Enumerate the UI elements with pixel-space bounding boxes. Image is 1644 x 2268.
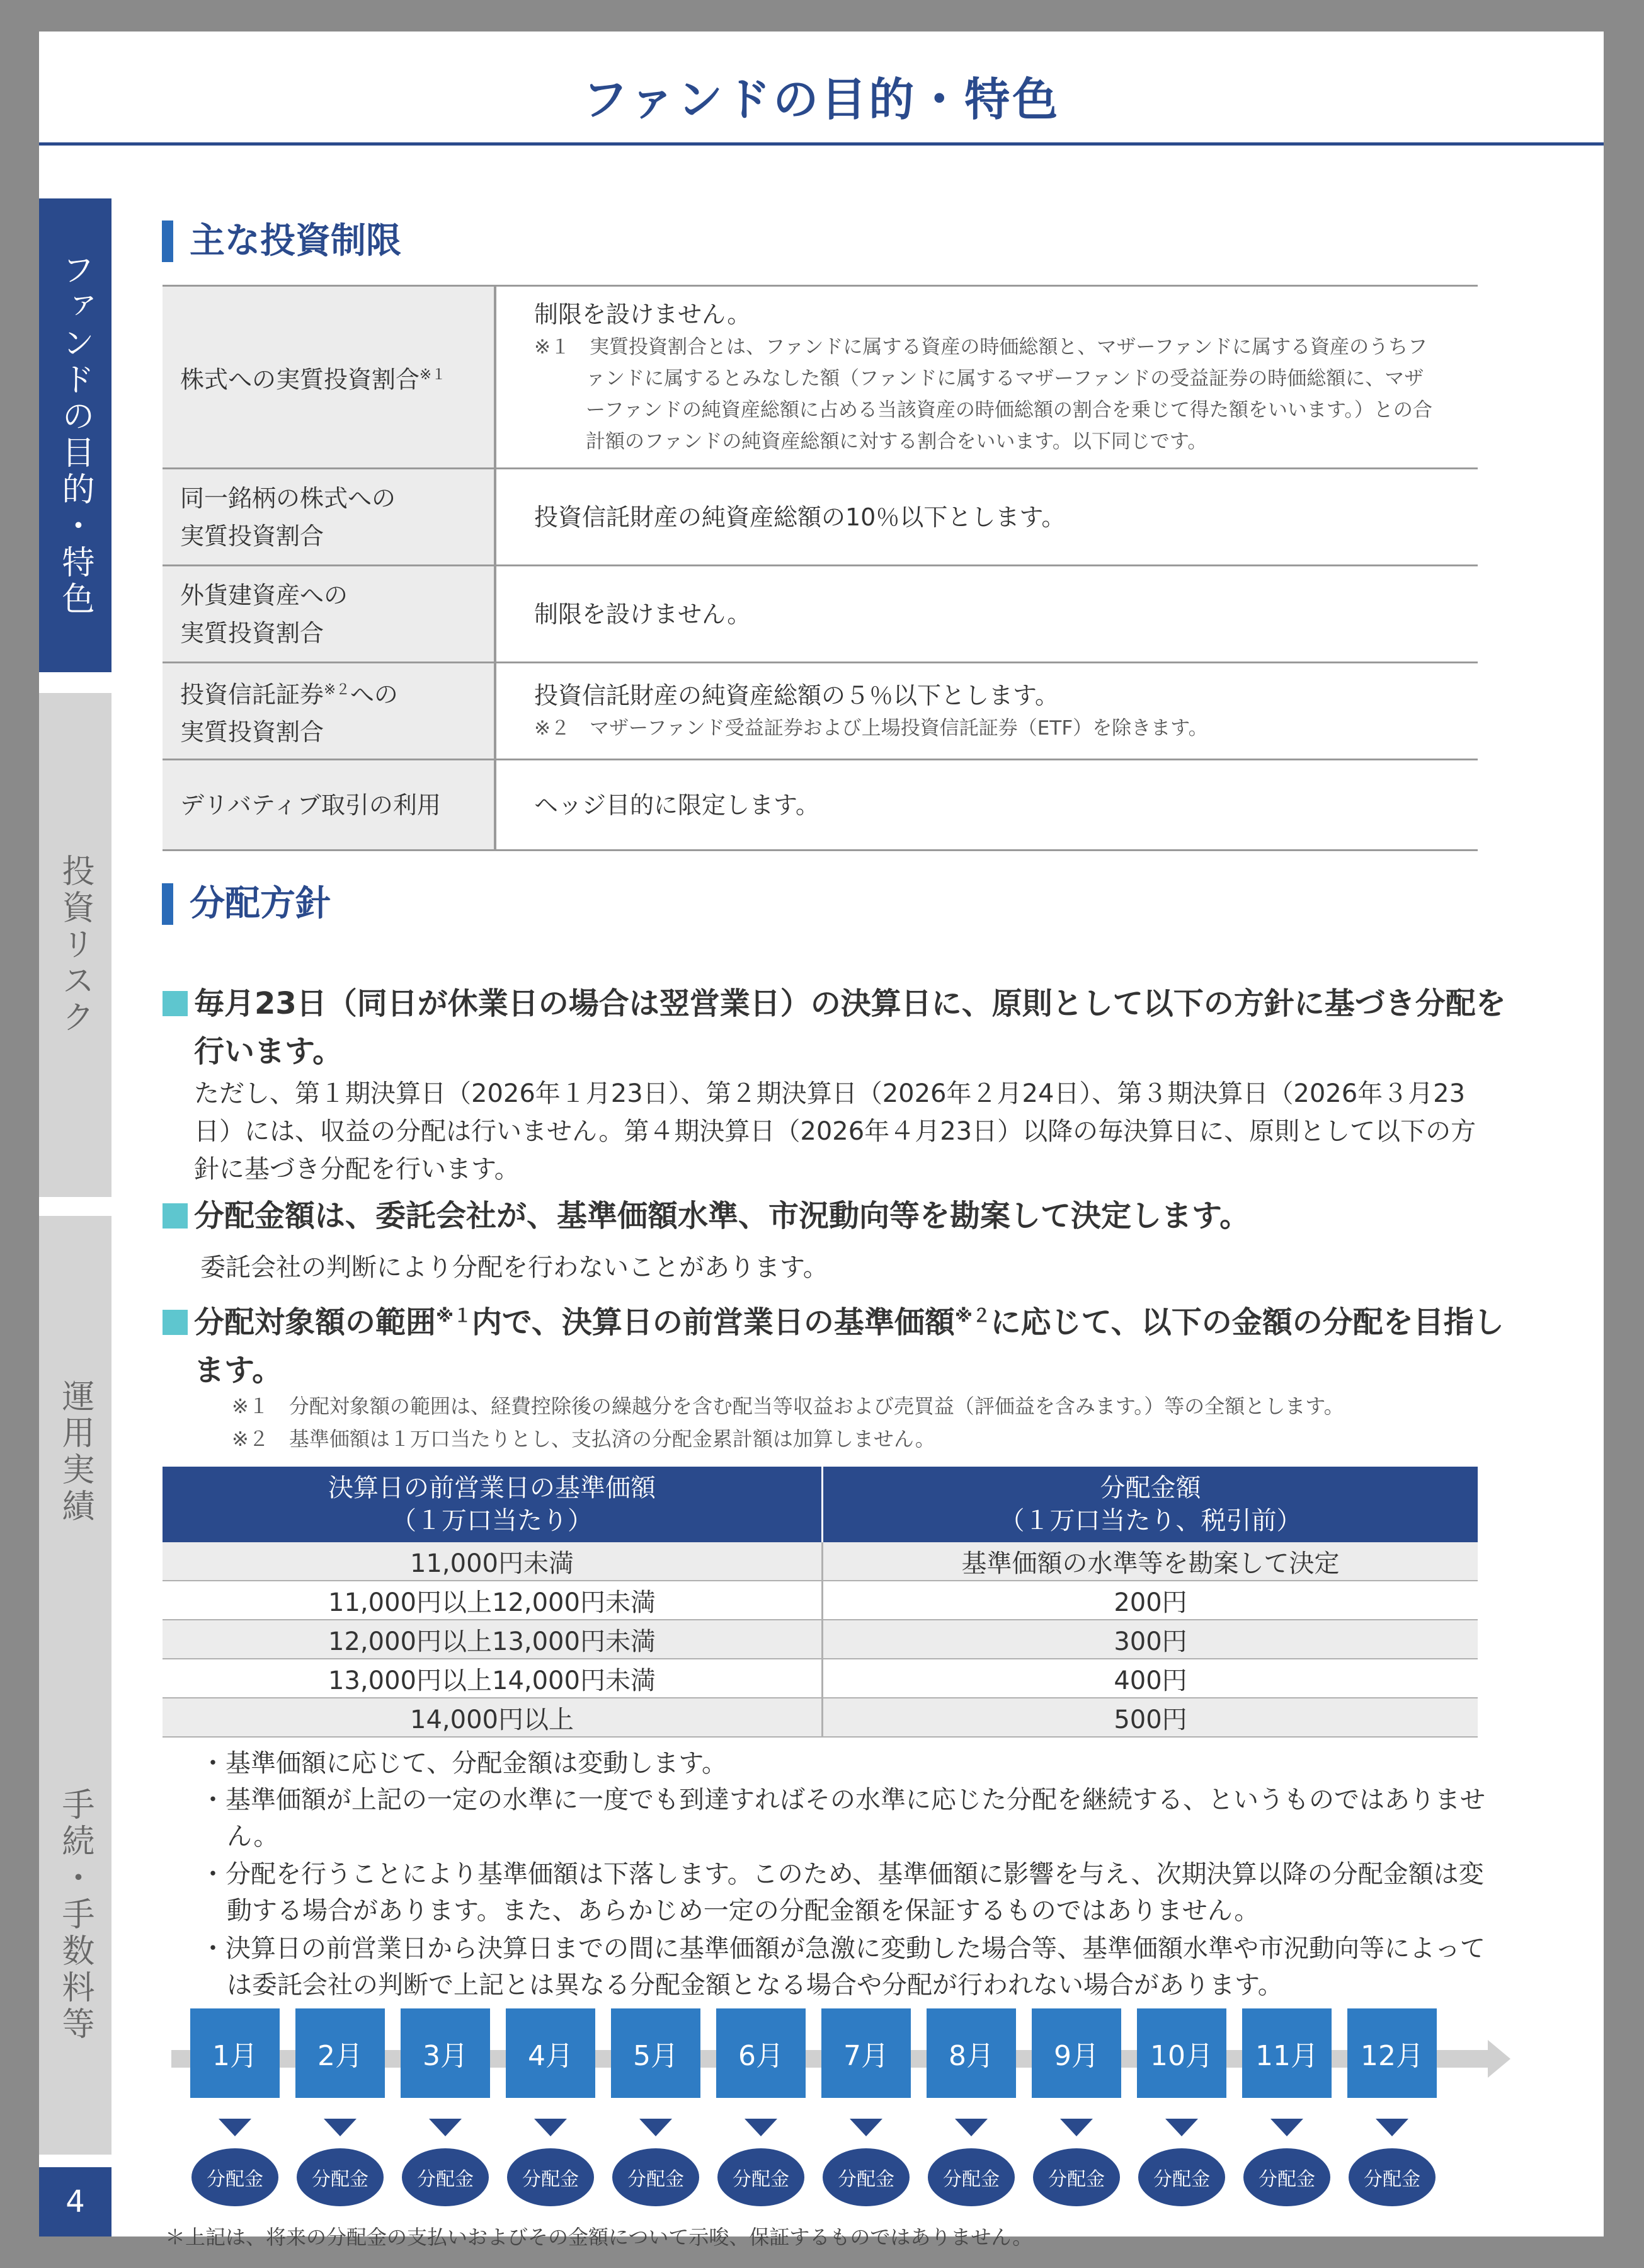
footnote-2: ※２ マザーファンド受益証券および上場投資信託証券（ETF）を除きます。 xyxy=(534,716,1208,740)
square-bullet-icon xyxy=(163,991,188,1016)
footnote-1: ※１ 実質投資割合とは、ファンドに属する資産の時価総額と、マザーファンドに属する資産のうちファンドに属するとみなした額（ファンドに属するマザーファンドの受益証券の時価総額に、マザーファンドの純資産総額に占める当該資産の時価総額の割合を乗じて得た額をいいます。）との合計額のファンドの純資産総額に対する割合をいいます。以下同じです。 xyxy=(534,335,1432,453)
page-title: ファンドの目的・特色 xyxy=(582,73,1061,126)
policy-point-2-detail: 委託会社の判断により分配を行わないことがあります。 xyxy=(200,1253,828,1282)
month-box: 12月 xyxy=(1347,2008,1437,2098)
month-box: 8月 xyxy=(927,2008,1016,2098)
month-box: 7月 xyxy=(821,2008,911,2098)
table-cell: 11,000円未満 xyxy=(163,1542,823,1581)
table-cell: 12,000円以上13,000円未満 xyxy=(163,1620,823,1659)
table-cell: 200円 xyxy=(823,1581,1478,1620)
policy-point-1-detail: ただし、第１期決算日（2026年１月23日）、第２期決算日（2026年２月24日）、第３期決算日（2026年３月23日）には、収益の分配は行いません。第４期決算日（2026年４月23日）以降の毎決算日に、原則として以下の方針に基づき分配を行います。 xyxy=(194,1079,1476,1184)
page-number: 4 xyxy=(39,2167,111,2236)
column-header: 決算日の前営業日の基準価額 （１万口当たり） xyxy=(163,1467,823,1542)
row-key: 外貨建資産への 実質投資割合 xyxy=(163,566,495,663)
row-key: デリバティブ取引の利用 xyxy=(163,760,495,850)
triangle-down-icon xyxy=(1376,2119,1408,2136)
row-key: 株式への実質投資割合$^{※1}$ xyxy=(163,286,495,469)
distribution-table xyxy=(163,1467,1478,1738)
restrictions-table xyxy=(163,285,1478,851)
distribution-badge: 分配金 xyxy=(612,2148,699,2206)
triangle-down-icon xyxy=(219,2119,251,2136)
triangle-down-icon xyxy=(534,2119,567,2136)
distribution-badge: 分配金 xyxy=(1138,2148,1225,2206)
month-box: 9月 xyxy=(1032,2008,1121,2098)
policy-point-1: 毎月23日（同日が休業日の場合は翌営業日）の決算日に、原則として以下の方針に基づき分配を行います。 xyxy=(163,980,1510,1075)
table-row xyxy=(163,1659,1478,1698)
tab-fund-purpose[interactable] xyxy=(39,198,111,672)
month-box: 11月 xyxy=(1242,2008,1332,2098)
month-box: 5月 xyxy=(611,2008,700,2098)
table-row xyxy=(163,469,1478,566)
triangle-down-icon xyxy=(745,2119,777,2136)
policy-note-1: ※１ 分配対象額の範囲は、経費控除後の繰越分を含む配当等収益および売買益（評価益を含みます。）等の全額とします。 xyxy=(232,1394,1344,1418)
policy-heading: 分配方針 xyxy=(162,883,331,925)
triangle-down-icon xyxy=(1270,2119,1303,2136)
note-list-item: ・分配を行うことにより基準価額は下落します。このため、基準価額に影響を与え、次期決算以降の分配金額は変動する場合があります。また、あらかじめ一定の分配金額を保証するものではありません。 xyxy=(200,1860,1484,1925)
row-key: 同一銘柄の株式への 実質投資割合 xyxy=(163,469,495,566)
tab-label: 投資リスク xyxy=(56,854,94,1036)
triangle-down-icon xyxy=(639,2119,672,2136)
distribution-badge: 分配金 xyxy=(823,2148,910,2206)
table-cell: 500円 xyxy=(823,1698,1478,1737)
row-key: 投資信託証券$^{※2}$への 実質投資割合 xyxy=(163,663,495,760)
table-cell: 300円 xyxy=(823,1620,1478,1659)
table-row xyxy=(163,1581,1478,1620)
month-box: 10月 xyxy=(1137,2008,1226,2098)
row-value: 制限を設けません。 ※１ 実質投資割合とは、ファンドに属する資産の時価総額と、マザーファンドに属する資産のうちファンドに属するとみなした額（ファンドに属するマザーファンドの受益証券の時価総額に、マザーファンドの純資産総額に占める当該資産の時価総額の割合を乗じて得た額をいいます。）との合計額のファンドの純資産総額に対する割合をいいます。以下同じです。 xyxy=(495,286,1478,469)
footnote: ＊上記は、将来の分配金の支払いおよびその金額について示唆、保証するものではありません。 xyxy=(165,2225,1033,2249)
distribution-badge: 分配金 xyxy=(402,2148,489,2206)
distribution-badge: 分配金 xyxy=(1033,2148,1120,2206)
month-box: 1月 xyxy=(190,2008,280,2098)
note-list-item: ・基準価額に応じて、分配金額は変動します。 xyxy=(200,1749,727,1778)
table-row xyxy=(163,1620,1478,1659)
row-value: 投資信託財産の純資産総額の５％以下とします。 ※２ マザーファンド受益証券および上場投資信託証券（ETF）を除きます。 xyxy=(495,663,1478,760)
square-bullet-icon xyxy=(163,1310,188,1335)
distribution-badge: 分配金 xyxy=(717,2148,804,2206)
table-cell: 13,000円以上14,000円未満 xyxy=(163,1659,823,1698)
table-row xyxy=(163,760,1478,850)
distribution-badge: 分配金 xyxy=(1243,2148,1330,2206)
column-header: 分配金額 （１万口当たり、税引前） xyxy=(823,1467,1478,1542)
distribution-badge: 分配金 xyxy=(928,2148,1015,2206)
table-row xyxy=(163,566,1478,663)
square-bullet-icon xyxy=(163,1203,188,1228)
distribution-badge: 分配金 xyxy=(1349,2148,1436,2206)
month-box: 4月 xyxy=(506,2008,595,2098)
triangle-down-icon xyxy=(324,2119,357,2136)
triangle-down-icon xyxy=(850,2119,882,2136)
tab-label: 手続・手数料等 xyxy=(56,1787,94,2043)
tab-label: 運用実績 xyxy=(56,1379,94,1525)
month-box: 3月 xyxy=(401,2008,490,2098)
note-list-item: ・基準価額が上記の一定の水準に一度でも到達すればその水準に応じた分配を継続する、というものではありません。 xyxy=(200,1785,1485,1851)
table-cell: 基準価額の水準等を勘案して決定 xyxy=(823,1542,1478,1581)
table-cell: 14,000円以上 xyxy=(163,1698,823,1737)
month-box: 2月 xyxy=(295,2008,385,2098)
table-row xyxy=(163,286,1478,469)
arrow-right-icon xyxy=(1488,2040,1510,2078)
triangle-down-icon xyxy=(1165,2119,1198,2136)
table-header-row xyxy=(163,1467,1478,1542)
tab-investment-risk[interactable] xyxy=(39,693,111,1197)
table-row xyxy=(163,1698,1478,1737)
policy-point-2: 分配金額は、委託会社が、基準価額水準、市況動向等を勘案して決定します。 xyxy=(163,1192,1510,1240)
row-value: 投資信託財産の純資産総額の10％以下とします。 xyxy=(495,469,1478,566)
row-value: ヘッジ目的に限定します。 xyxy=(495,760,1478,850)
month-box: 6月 xyxy=(716,2008,806,2098)
table-cell: 400円 xyxy=(823,1659,1478,1698)
note-list-item: ・決算日の前営業日から決算日までの間に基準価額が急激に変動した場合等、基準価額水準や市況動向等によっては委託会社の判断で上記とは異なる分配金額となる場合や分配が行われない場合があります。 xyxy=(200,1934,1485,2000)
policy-note-2: ※２ 基準価額は１万口当たりとし、支払済の分配金累計額は加算しません。 xyxy=(232,1427,935,1451)
tab-procedures-fees[interactable] xyxy=(39,1676,111,2155)
triangle-down-icon xyxy=(1060,2119,1093,2136)
distribution-badge: 分配金 xyxy=(297,2148,384,2206)
distribution-badge: 分配金 xyxy=(507,2148,594,2206)
distribution-badge: 分配金 xyxy=(191,2148,278,2206)
table-cell: 11,000円以上12,000円未満 xyxy=(163,1581,823,1620)
page xyxy=(39,32,1604,2249)
triangle-down-icon xyxy=(429,2119,462,2136)
tab-performance[interactable] xyxy=(39,1216,111,1688)
tab-label: ファンドの目的・特色 xyxy=(56,253,94,618)
policy-point-3: 分配対象額の範囲$^{※1}$内で、決算日の前営業日の基準価額$^{※2}$に応じて、以下の金額の分配を目指します。 xyxy=(163,1292,1510,1394)
table-row xyxy=(163,663,1478,760)
restrictions-heading: 主な投資制限 xyxy=(162,220,401,262)
triangle-down-icon xyxy=(955,2119,988,2136)
title-divider xyxy=(39,142,1604,146)
row-value: 制限を設けません。 xyxy=(495,566,1478,663)
table-row xyxy=(163,1542,1478,1581)
